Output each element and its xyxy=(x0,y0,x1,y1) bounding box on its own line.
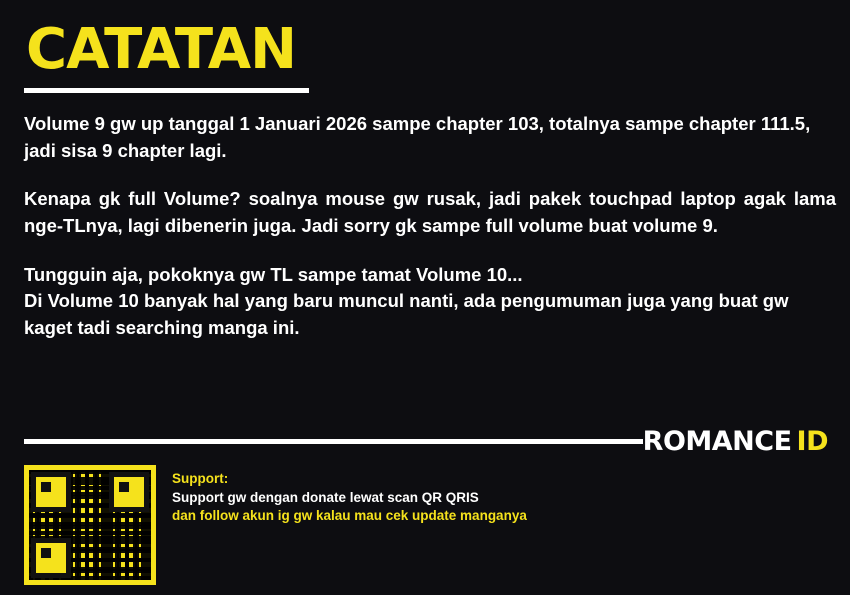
footer-divider-row xyxy=(24,427,828,455)
support-line-instagram: dan follow akun ig gw kalau mau cek update manganya xyxy=(172,508,527,524)
note-paragraph: Di Volume 10 banyak hal yang baru muncul nanti, ada pengumuman juga yang buat gw kaget tadi searching manga ini. xyxy=(24,290,789,338)
title-divider xyxy=(24,88,309,93)
qr-finder-bottom-left xyxy=(31,538,71,578)
brand-suffix: ID xyxy=(796,425,828,457)
qr-code-icon xyxy=(24,465,156,585)
brand-logo xyxy=(643,426,828,457)
support-row xyxy=(24,465,828,585)
footer xyxy=(24,427,828,595)
footer-divider xyxy=(24,439,643,444)
support-text xyxy=(172,465,527,525)
support-title: Support: xyxy=(172,471,229,486)
note-paragraph: Tungguin aja, pokoknya gw TL sampe tamat Volume 10... xyxy=(24,263,523,285)
page-title: CATATAN xyxy=(26,17,296,82)
note-paragraph: Volume 9 gw up tanggal 1 Januari 2026 sampe chapter 103, totalnya sampe chapter 111.5, jadi sisa 9 chapter lagi. xyxy=(24,113,811,161)
brand-name: ROMANCE xyxy=(642,425,792,457)
note-body xyxy=(24,111,836,341)
qr-finder-top-left xyxy=(31,472,71,512)
qr-code-pattern xyxy=(29,470,151,580)
support-line-donate: Support gw dengan donate lewat scan QR QRIS xyxy=(172,490,479,505)
note-paragraph: Kenapa gk full Volume? soalnya mouse gw rusak, jadi pakek touchpad laptop agak lama nge-TLnya, lagi dibenerin juga. Jadi sorry gk sampe full volume buat volume 9. xyxy=(24,188,836,236)
qr-finder-top-right xyxy=(109,472,149,512)
